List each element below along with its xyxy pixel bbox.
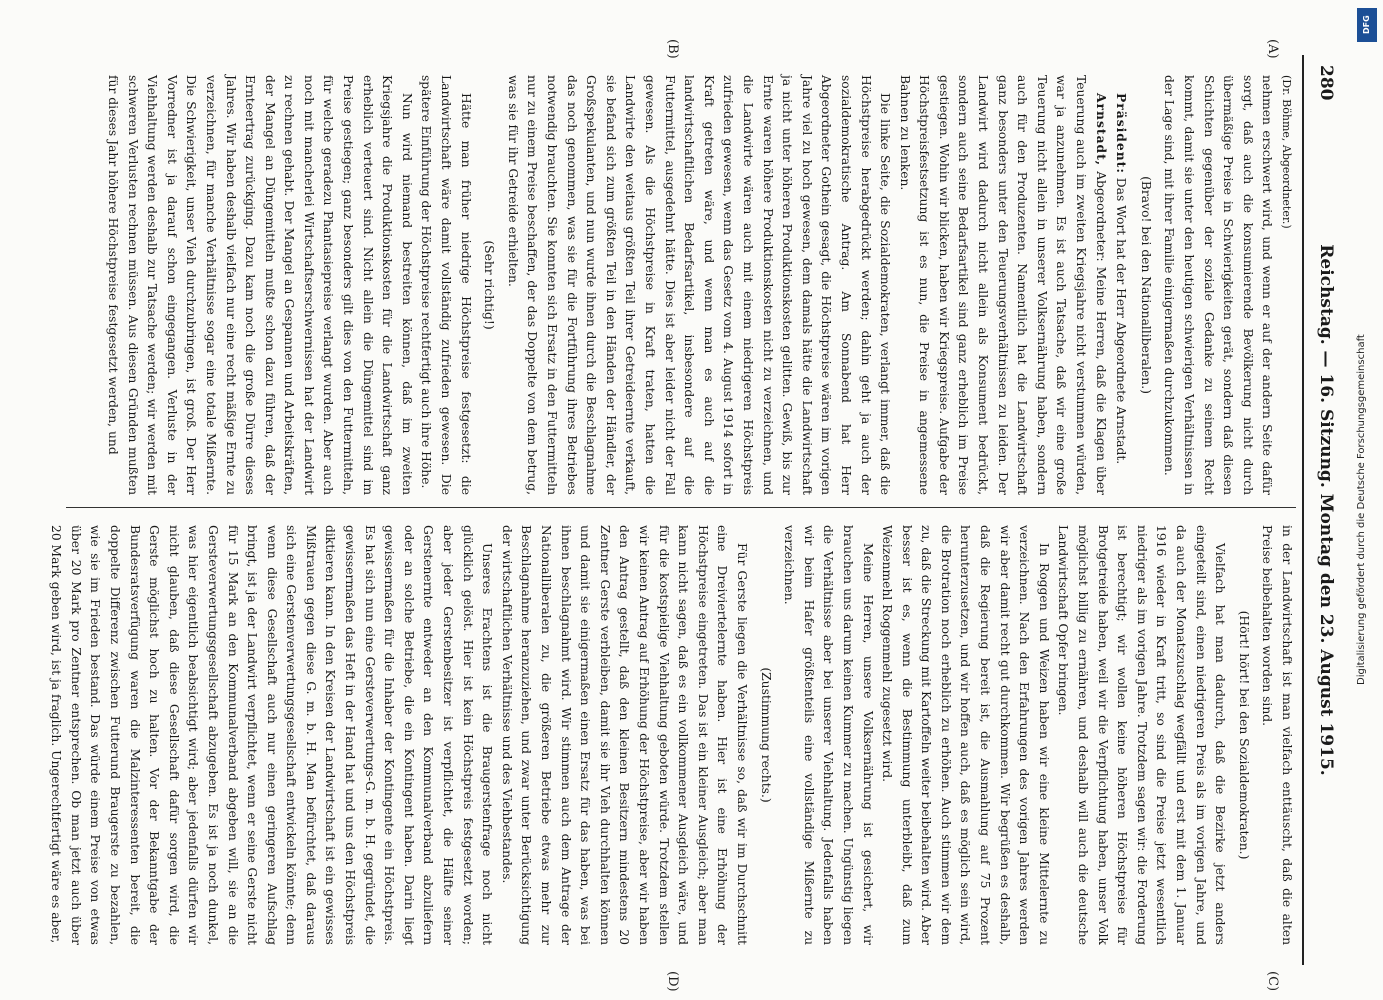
paragraph-text: Meine Herren, daß die Klagen über Teuerung auch im zweiten Kriegsjahre nicht verstummen würden, war ja anzunehmen. Es ist auch Tatsache, daß wir eine große Teuerung nicht allein in unserer Volksernährung haben, sondern auch für den Produzenten. Namentlich hat die Landwirtschaft ganz besonders unter den Teuerungsverhältnissen zu leiden. Der Landwirt wird dadurch nicht allein als Konsument bedrückt, sondern auch seine Bedarfsartikel sind ganz erheblich im Preise gestiegen. Wohin wir blicken, haben wir Kriegspreise. Aufgabe der Höchstpreisfestsetzung ist es nun, die Preise in angemessene Bahnen zu lenken. [897,75,1108,496]
running-head [1304,55,1340,965]
right-column [49,525,1296,945]
rotated-document-page [40,39,1340,992]
paragraph: In Roggen und Weizen haben wir eine kleine Mittelernte zu verzeichnen. Nach den Erfahrungen des vorigen Jahres werden wir aber damit recht gut durchkommen. Wir begrüßen es deshalb, daß die Regierung bereit ist, die Ausmahlung auf 75 Prozent herunterzusetzen, und wir hoffen auch, daß es möglich sein wird, die Brotration noch erheblich zu erhöhen. Auch stimmen wir dem zu, daß die Streckung mit Kartoffeln weiter beibehalten wird. Aber besser ist es, wenn die Bestimmung unterbleibt, daß zum Weizenmehl Roggenmehl zugesetzt wird. [880,525,1051,945]
paragraph [1111,75,1132,495]
margin-mark-d: (D) [665,971,680,992]
interjection: (Bravo! bei den Nationalliberalen.) [1138,176,1153,394]
paragraph: nehmen erschwert wird, und wenn er auf der andern Seite dafür sorgt, daß auch die konsumierende Bevölkerung nicht durch übermäßige Preise in Schwierigkeiten gerät, sondern daß diesen Schichten gegenüber der soziale Gedanke zu seinem Recht kommt, damit sie unter den heutigen schwierigen Verhältnissen in der Lage sind, mit ihrer Familie einigermaßen durchzukommen. [1162,75,1275,495]
speaker-role: Abgeordneter: [1093,171,1108,262]
paragraph: Nun wird niemand bestreiten können, daß im zweiten Kriegsjahre die Produktionskosten für die Landwirtschaft ganz erheblich verteuert sind. Nicht allein die Düngemittel sind im Preise gestiegen; ganz besonders gilt dies von den Futtermitteln, für welche geradezu Phantasiepreise verlangt wurden. Aber auch noch mit mancherlei Wirtschaftserschwernissen hat der Landwirt zu rechnen gehabt. Der Mangel an Gespannen und Arbeitskräften, der Mangel an Düngemitteln mußte schon dazu führen, daß der Ernteertrag zurückging. Dazu kam noch die große Dürre dieses Jahres. Wir haben deshalb vielfach nur eine recht mäßige Ernte zu verzeichnen, für manche Verhältnisse sogar eine totale Mißernte. Die Schwierigkeit, unser Vieh durchzubringen, ist groß. Der Herr Vorredner ist ja darauf schon eingegangen. Verluste in der Viehhaltung werden deshalb zur Tatsache werden; wir werden mit schweren Verlusten rechnen müssen. Aus diesen Gründen mußten für dieses Jahr höhere Höchstpreise festgesetzt werden, und [105,75,414,495]
speaker-continuation: (Dr. Böhme, Abgeordneter.) [1280,75,1293,229]
digitization-credit: Digitalisierung gefördert durch die Deutsche Forschungsgemeinschaft [1356,334,1367,686]
paragraph: Vielfach hat man dadurch, daß die Bezirke jetzt anders eingeteilt sind, einen niedrigeren Preis als im vorigen Jahre, und da auch der Monatszuschlag wegfällt und erst mit dem 1. Januar 1916 wieder in Kraft tritt, so sind die Preise jetzt wesentlich niedriger als im vorigen Jahre. Trotzdem sagen wir: die Forderung ist berechtigt; wir wollen keine höheren Höchstpreise für Brotgetreide haben, weil wir die Verpflichtung haben, unser Volk möglichst billig zu ernähren, und deshalb will auch die deutsche Landwirtschaft Opfer bringen. [1056,525,1228,945]
paragraph: Für Gerste liegen die Verhältnisse so, daß wir im Durchschnitt eine Dreiviertelernte haben. Hier ist eine Erhöhung der Höchstpreise eingetreten. Das ist ein kleiner Ausgleich; aber man kann nicht sagen, daß es ein vollkommener Ausgleich wäre, und für die kostspielige Viehhaltung geboten würde. Trotzdem stellen wir keinen Antrag auf Erhöhung der Höchstpreise, aber wir haben den Antrag gestellt, daß den kleinen Besitzern mindestens 20 Zentner Gerste verbleiben, damit sie ihr Vieh durchhalten können und damit sie einigermaßen einen Ersatz für das haben, was bei ihnen beschlagnahmt wird. Wir stimmen auch dem Antrage der Nationalliberalen zu, die größeren Betriebe etwas mehr zur Beschlagnahme heranzuziehen, und zwar unter Berücksichtigung der wirtschaftlichen Verhältnisse und des Viehbestandes. [499,525,749,945]
column-rule [66,507,1296,508]
page-number: 280 [1316,65,1336,101]
margin-mark-a: (A) [1265,39,1280,59]
speaker-name: Präsident: [1114,93,1130,174]
paragraph: Meine Herren, unsere Volksernährung ist gesichert, wir brauchen uns darum keinen Kummer zu machen. Ungünstig liegen die Verhältnisse aber bei unserer Viehhaltung. Jedenfalls haben wir beim Hafer größtenteils eine vollständige Mißernte zu verzeichnen. [782,525,875,945]
page-title: Reichstag. — 16. Sitzung. Montag den 23. August 1915. [1316,244,1336,776]
paragraph: Die linke Seite, die Sozialdemokraten, verlangt immer, daß die Höchstpreise herabgedrückt werden; dahin geht ja auch der sozialdemokratische Antrag. Am Sonnabend hat Herr Abgeordneter Gothein gesagt, die Höchstpreise wären im vorigen Jahre viel zu hoch gewesen, dem damals hätte die Landwirtschaft ja nicht unter höheren Produktionskosten gelitten. Gewiß, bis zur Ernte waren höhere Produktionskosten nicht zu verzeichnen, und die Landwirte wären auch mit einem niedrigeren Höchstpreis zufrieden gewesen, wenn das Gesetz vom 4. August 1914 sofort in Kraft getreten wäre, und wenn man es auch auf die landwirtschaftlichen Bedarfsartikel, insbesondere auf die Futtermittel, ausgedehnt hätte. Dies ist aber leider nicht der Fall gewesen. Als die Höchstpreise in Kraft traten, hatten die Landwirte den weitaus größten Teil ihrer Getreideernte verkauft, sie befand sich zum größten Teil in den Händen der Händler, der Großspekulanten, und nun wurde ihnen durch die Beschlagnahme das noch genommen, was sie für die Fortführung ihres Betriebes notwendig brauchten. Sie konnten sich Ersatz in den Futtermitteln nur zu einem Preise beschaffen, der das Doppelte von dem betrug, was sie für ihr Getreide erhielten. [505,75,893,495]
paragraph: Unseres Erachtens ist die Braugerstenfrage noch nicht glücklich gelöst. Hier ist kein Höchstpreis festgesetzt worden; aber jeder Gerstenbesitzer ist verpflichtet, die Hälfte seiner Gerstenernte entweder an den Kommunalverband abzuliefern oder an solche Betriebe, die ein Kontingent haben. Darin liegt gewissermaßen für die Inhaber der Kontingente ein Höchstpreis. Es hat sich nun eine Gersteverwertungs-G. m. b. H. gegründet, die gewissermaßen das Heft in der Hand hat und uns den Höchstpreis diktieren kann. In den Kreisen der Landwirtschaft ist ein gewisses Mißtrauen gegen diese G. m. b. H. Man befürchtet, daß daraus sich eine Gerstenverwertungsgesellschaft entwickeln könnte; denn wenn diese Gesellschaft auch nur einen geringeren Aufschlag bringt, ist ja der Landwirt verpflichtet, wenn er seine Gerste nicht für 15 Mark an den Kommunalverband abgeben will, sie an die Gersteverwertungsgesellschaft abzugeben. Es ist ja noch dunkel, was hier eigentlich beabsichtigt wird; aber jedenfalls dürfen wir nicht glauben, daß diese Gesellschaft dafür sorgen wird, die Gerste möglichst hoch zu halten. Vor der Bekanntgabe der Bundesratsverfügung waren die Malzinteressenten bereit, die doppelte Differenz zwischen Futterund Braugerste zu bezahlen, wie sie im Frieden bestand. Das würde einem Preise von etwas über 20 Mark pro Zentner entsprechen. Ob man jetzt auch über 20 Mark geben wird, ist ja fraglich. Ungerechtfertigt wäre es aber, [49,525,495,945]
margin-mark-c: (C) [1265,971,1280,992]
left-column [66,75,1296,495]
interjection: (Sehr richtig!) [482,240,497,330]
interjection: (Zustimmung rechts.) [758,667,773,803]
interjection: (Hört! hört! bei den Sozialdemokraten.) [1236,610,1251,860]
paragraph [894,75,1111,495]
header-rule [1302,55,1304,965]
speaker-name: Arnstadt, [1093,93,1109,167]
dfg-logo: DFG [1357,8,1377,42]
paragraph: in der Landwirtschaft ist man vielfach enttäuscht, daß die alten Preise beibehalten worden sind. [1260,525,1294,945]
paragraph: Hätte man früher niedrige Höchstpreise festgesetzt: die Landwirtschaft wäre damit vollständig zufrieden gewesen. Die spätere Einführung der Höchstpreise rechtfertigt auch ihre Höhe. [419,75,473,495]
paragraph-text: Das Wort hat der Herr Abgeordnete Arnstadt. [1114,177,1129,465]
margin-mark-b: (B) [665,39,680,59]
